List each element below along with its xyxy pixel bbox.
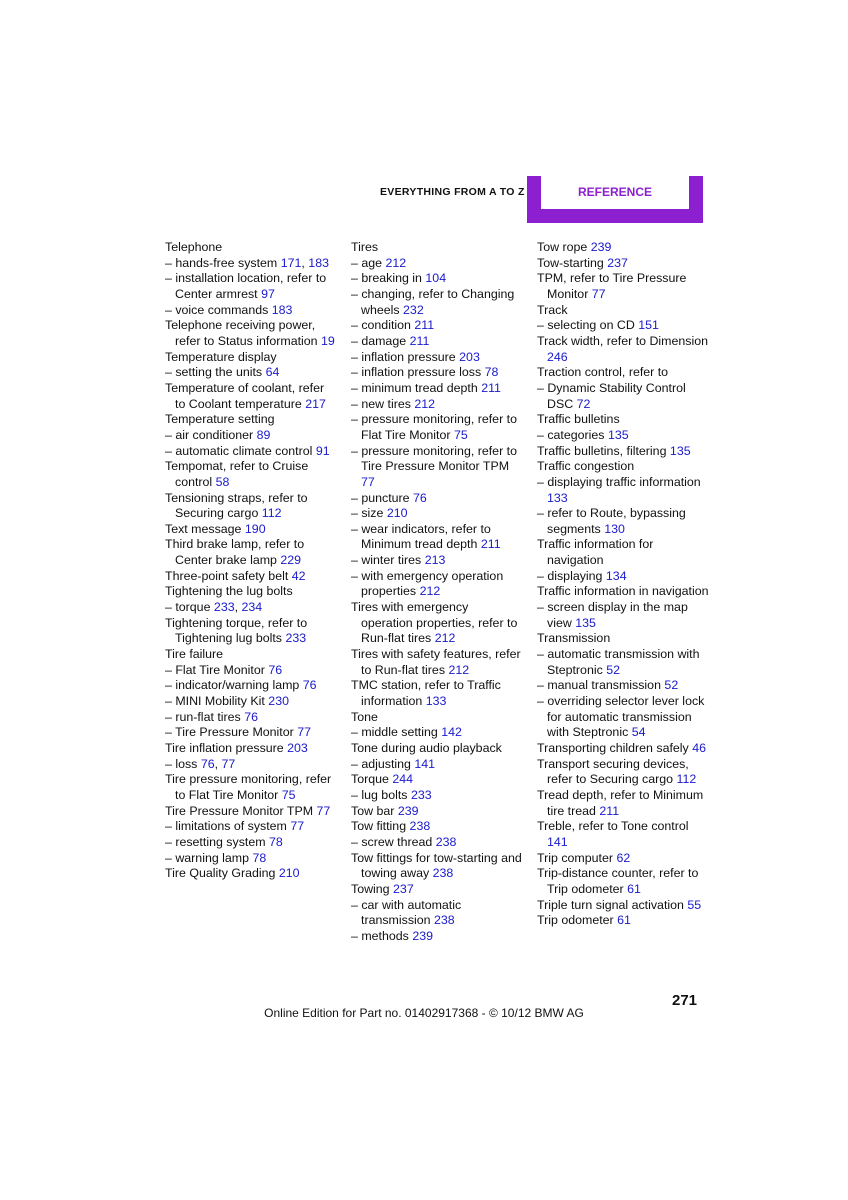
index-term: Traction control, refer to	[537, 365, 669, 380]
page-reference-link[interactable]: 233	[213, 600, 235, 615]
index-term: – torque	[165, 600, 211, 615]
page-reference-link[interactable]: 133	[547, 490, 568, 505]
index-term: Tempomat, refer to Cruise control	[165, 459, 309, 489]
index-entry	[537, 240, 709, 256]
index-term: Temperature setting	[165, 412, 275, 427]
page-reference-link[interactable]: 91	[315, 443, 330, 458]
index-term: – wear indicators, refer to Minimum tread depth	[351, 521, 491, 552]
page-reference-link[interactable]: 233	[410, 787, 432, 802]
page-reference-link[interactable]: 210	[278, 866, 300, 881]
index-term: Tow fittings for tow-starting and towing away	[351, 850, 522, 881]
index-term: – MINI Mobility Kit	[165, 694, 265, 709]
index-term: – loss	[165, 756, 198, 771]
page-reference-link[interactable]: 61	[627, 881, 641, 896]
page-reference-link[interactable]: 237	[607, 255, 628, 270]
index-entry	[537, 913, 709, 929]
page-reference-link[interactable]: 213	[424, 553, 446, 568]
index-term: – Dynamic Stability Control DSC	[537, 380, 686, 411]
index-entry	[351, 929, 523, 945]
page-reference-link[interactable]: 238	[435, 834, 457, 849]
page-reference-link[interactable]: 52	[606, 662, 621, 677]
index-entry	[351, 240, 523, 256]
index-entry	[537, 412, 709, 428]
index-term: Triple turn signal activation	[537, 897, 684, 912]
index-entry	[165, 835, 337, 851]
page-reference-link[interactable]: 104	[425, 271, 447, 286]
index-term: – categories	[537, 427, 605, 442]
index-term: Tow fitting	[351, 819, 407, 834]
index-term: – Tire Pressure Monitor	[165, 725, 294, 740]
page-reference-link[interactable]: 212	[385, 255, 407, 270]
index-term: Transporting children safely	[537, 741, 689, 755]
page-reference-link[interactable]: 244	[392, 772, 414, 787]
index-term: Telephone receiving power, refer to Status information	[165, 318, 318, 348]
index-entry	[351, 757, 523, 773]
page-reference-link[interactable]: 238	[409, 819, 431, 834]
page-reference-link[interactable]: 76	[244, 709, 258, 724]
index-entry	[165, 318, 337, 349]
index-term: – overriding selector lever lock for automatic transmission with Steptronic	[537, 694, 705, 740]
index-term: – voice commands	[165, 302, 269, 317]
page-reference-link[interactable]: 58	[215, 474, 230, 489]
page-reference-link[interactable]: 211	[480, 537, 501, 552]
page-reference-link[interactable]: 230	[268, 694, 289, 709]
index-entry	[165, 678, 337, 694]
index-entry	[537, 365, 709, 381]
index-term: Track	[537, 302, 568, 317]
index-term: – size	[351, 506, 384, 521]
index-term: Tire failure	[165, 647, 224, 662]
page-reference-link[interactable]: 203	[459, 349, 480, 364]
index-term: Tire Quality Grading	[165, 866, 276, 881]
page-reference-link[interactable]: 76	[268, 662, 283, 677]
index-entry	[537, 866, 709, 897]
index-entry	[537, 819, 709, 850]
page-reference-link[interactable]: 239	[397, 803, 419, 818]
index-term: Tightening the lug bolts	[165, 584, 293, 599]
index-entry	[351, 397, 523, 413]
index-entry	[351, 569, 523, 600]
index-term: Transport securing devices, refer to Securing cargo	[537, 756, 689, 787]
index-entry	[165, 694, 337, 710]
index-term: – resetting system	[165, 834, 266, 849]
index-term: – methods	[351, 928, 409, 943]
index-term: – adjusting	[351, 756, 411, 771]
index-entry	[165, 741, 337, 757]
page-reference-link[interactable]: 238	[432, 866, 454, 881]
page-reference-link[interactable]: 212	[434, 631, 456, 646]
page-reference-link[interactable]: 142	[441, 725, 462, 740]
index-term: Tire Pressure Monitor TPM	[165, 803, 314, 818]
index-term: – installation location, refer to Center armrest	[165, 271, 327, 301]
index-entry	[165, 584, 337, 600]
page-reference-link[interactable]: 77	[290, 819, 305, 834]
page-reference-link[interactable]: 77	[361, 474, 375, 489]
page-reference-link[interactable]: 232	[403, 302, 424, 317]
index-term: – run-flat tires	[165, 709, 241, 724]
page-reference-link[interactable]: 239	[412, 928, 433, 943]
index-term: Tires	[351, 240, 379, 254]
index-term: Tow rope	[537, 240, 588, 254]
index-term: Temperature display	[165, 349, 277, 364]
index-entry	[537, 757, 709, 788]
index-term: TPM, refer to Tire Pressure Monitor	[537, 271, 687, 301]
index-entry	[537, 694, 709, 741]
page-reference-link[interactable]: 141	[547, 834, 568, 849]
index-entry	[165, 412, 337, 428]
index-entry: – hands-free system 171, 183	[165, 255, 329, 270]
page-reference-link[interactable]: 76	[302, 678, 317, 693]
index-term: Trip odometer	[537, 913, 614, 928]
index-entry	[165, 725, 337, 741]
index-entry	[537, 381, 709, 412]
index-term: Temperature of coolant, refer to Coolant temperature	[165, 380, 325, 411]
index-term: – with emergency operation properties	[351, 568, 504, 599]
index-term: – displaying	[537, 568, 603, 583]
index-entry	[165, 491, 337, 522]
index-entry	[165, 569, 337, 585]
page-reference-link[interactable]: 246	[547, 349, 568, 364]
page-reference-link[interactable]: 78	[269, 834, 283, 849]
index-entry	[537, 788, 709, 819]
page-reference-link[interactable]: 211	[599, 803, 620, 818]
page-reference-link[interactable]: 237	[393, 881, 414, 896]
page-reference-link[interactable]: 77	[316, 803, 331, 818]
page-reference-link[interactable]: 212	[448, 662, 470, 677]
index-term: – warning lamp	[165, 850, 250, 865]
index-term: Tone	[351, 709, 378, 724]
index-entry	[537, 584, 709, 600]
index-entry	[165, 537, 337, 568]
index-term: – inflation pressure loss	[351, 365, 482, 380]
page-reference-link[interactable]: 212	[419, 584, 441, 599]
index-entry	[537, 537, 709, 568]
page-reference-link[interactable]: 229	[280, 553, 302, 568]
page-reference-link[interactable]: 239	[590, 240, 612, 254]
index-term: Towing	[351, 881, 390, 896]
index-entry	[351, 678, 523, 709]
index-entry	[537, 647, 709, 678]
index-term: – new tires	[351, 396, 411, 411]
index-entry	[351, 287, 523, 318]
page-reference-link[interactable]: 19	[321, 333, 335, 348]
index-term: – changing, refer to Changing wheels	[351, 286, 515, 317]
index-entry	[165, 365, 337, 381]
index-term: Trip-distance counter, refer to Trip odometer	[537, 866, 699, 896]
index-term: Traffic information in navigation	[537, 584, 709, 599]
index-term: – screw thread	[351, 834, 433, 849]
index-term: Treble, refer to Tone control	[537, 819, 689, 834]
index-entry	[165, 303, 337, 319]
page-reference-link[interactable]: 76	[200, 756, 215, 771]
index-term: – refer to Route, bypassing segments	[537, 506, 686, 536]
index-entry	[537, 898, 709, 914]
index-term: Tire pressure monitoring, refer to Flat Tire Monitor	[165, 772, 332, 802]
page-reference-link[interactable]: 130	[604, 521, 625, 536]
index-entry	[351, 412, 523, 443]
index-entry	[165, 428, 337, 444]
index-term: Tires with safety features, refer to Run-flat tires	[351, 647, 521, 677]
index-entry	[165, 522, 337, 538]
index-entry	[351, 381, 523, 397]
index-term: Torque	[351, 772, 389, 787]
index-entry	[351, 851, 523, 882]
page-reference-link[interactable]: 135	[575, 615, 596, 630]
index-entry	[165, 866, 337, 882]
page-reference-link[interactable]: 183	[271, 302, 293, 317]
page-reference-link[interactable]: 210	[386, 506, 408, 521]
index-term: – displaying traffic information	[537, 474, 701, 489]
index-entry	[537, 303, 709, 319]
index-term: Traffic bulletins, filtering	[537, 443, 667, 458]
index-term: Telephone	[165, 240, 223, 254]
index-entry	[537, 444, 709, 460]
page-reference-link[interactable]: 55	[687, 897, 702, 912]
index-entry	[165, 616, 337, 647]
page-reference-link[interactable]: 212	[414, 396, 436, 411]
page-reference-link[interactable]: 190	[244, 521, 266, 536]
index-entry	[537, 428, 709, 444]
index-entry	[537, 678, 709, 694]
index-entry	[351, 444, 523, 491]
index-entry	[351, 365, 523, 381]
index-term: – car with automatic transmission	[351, 897, 462, 928]
page-reference-link[interactable]: 77	[297, 725, 312, 740]
index-column-3	[537, 240, 709, 929]
index-term: – middle setting	[351, 725, 438, 740]
index-term: – hands-free system	[165, 255, 278, 270]
index-entry: – torque 233, 234	[165, 600, 263, 615]
page-reference-link[interactable]: 54	[631, 725, 646, 740]
section-title: EVERYTHING FROM A TO Z	[380, 186, 525, 198]
index-term: Transmission	[537, 631, 611, 646]
index-entry: – loss 76, 77	[165, 756, 236, 771]
index-entry	[537, 271, 709, 302]
page-reference-link[interactable]: 64	[265, 365, 280, 380]
page-reference-link[interactable]: 112	[261, 506, 282, 521]
index-entry	[351, 334, 523, 350]
index-entry	[351, 882, 523, 898]
page-reference-link[interactable]: 78	[484, 365, 499, 380]
index-term: Tone during audio playback	[351, 741, 502, 755]
index-term: – manual transmission	[537, 678, 661, 693]
index-term: – automatic transmission with Steptronic	[537, 647, 700, 677]
index-term: – breaking in	[351, 271, 422, 286]
index-entry	[351, 741, 523, 757]
index-term: – minimum tread depth	[351, 380, 478, 395]
index-term: Text message	[165, 521, 242, 536]
page-reference-link[interactable]: 211	[409, 333, 430, 348]
index-term: – damage	[351, 333, 407, 348]
index-term: Traffic congestion	[537, 459, 635, 474]
index-term: Tensioning straps, refer to Securing cargo	[165, 490, 308, 521]
index-entry	[165, 647, 337, 663]
page-reference-link[interactable]: 133	[425, 694, 447, 709]
page-reference-link[interactable]: 76	[413, 490, 427, 505]
index-entry	[165, 663, 337, 679]
page-reference-link[interactable]: 211	[414, 318, 435, 333]
index-entry	[165, 710, 337, 726]
index-entry	[165, 381, 337, 412]
index-term: – pressure monitoring, refer to Flat Tire Monitor	[351, 412, 517, 442]
index-term: Three-point safety belt	[165, 568, 289, 583]
index-entry	[351, 647, 523, 678]
page-number: 271	[672, 992, 698, 1009]
page-reference-link[interactable]: 89	[256, 427, 271, 442]
page-reference-link[interactable]: 62	[616, 850, 631, 865]
index-column-1	[165, 240, 337, 882]
page-reference-link[interactable]: 234	[241, 600, 263, 615]
index-entry	[537, 600, 709, 631]
index-column-2	[351, 240, 523, 945]
index-entry	[165, 271, 337, 302]
index-term: – winter tires	[351, 553, 422, 568]
page-reference-link[interactable]: 217	[305, 396, 326, 411]
page-reference-link[interactable]: 52	[664, 678, 679, 693]
page-reference-link[interactable]: 42	[291, 568, 306, 583]
index-entry	[351, 600, 523, 647]
page-reference-link[interactable]: 75	[453, 427, 468, 442]
index-term: Tire inflation pressure	[165, 741, 284, 755]
index-term: – condition	[351, 318, 411, 333]
index-term: – Flat Tire Monitor	[165, 662, 265, 677]
index-entry	[165, 350, 337, 366]
index-entry	[537, 741, 709, 757]
page-reference-link[interactable]: 77	[221, 756, 236, 771]
index-entry	[165, 804, 337, 820]
index-entry	[537, 318, 709, 334]
index-term: – selecting on CD	[537, 318, 635, 333]
index-term: – puncture	[351, 490, 410, 505]
page-reference-link[interactable]: 135	[607, 427, 629, 442]
index-entry	[165, 444, 337, 460]
page-reference-link[interactable]: 78	[252, 850, 267, 865]
index-term: Tightening torque, refer to Tightening lug bolts	[165, 615, 308, 646]
index-entry	[165, 772, 337, 803]
index-entry	[351, 350, 523, 366]
index-term: – age	[351, 255, 383, 270]
index-term: – pressure monitoring, refer to Tire Pressure Monitor TPM	[351, 443, 517, 474]
page-reference-link[interactable]: 135	[669, 443, 691, 458]
page-reference-link[interactable]: 72	[576, 396, 591, 411]
index-entry	[351, 835, 523, 851]
index-term: Traffic information for navigation	[537, 537, 654, 568]
page-reference-link[interactable]: 203	[287, 741, 308, 755]
index-entry	[537, 506, 709, 537]
index-entry	[351, 318, 523, 334]
index-entry	[351, 522, 523, 553]
page-reference-link[interactable]: 77	[591, 286, 606, 301]
index-entry	[537, 256, 709, 272]
index-term: TMC station, refer to Traffic information	[351, 678, 501, 709]
page-reference-link[interactable]: 171	[280, 255, 302, 270]
index-term: – screen display in the map view	[537, 600, 688, 630]
index-term: – lug bolts	[351, 787, 408, 802]
index-entry	[351, 725, 523, 741]
page-reference-link[interactable]: 233	[285, 631, 307, 646]
index-entry	[351, 772, 523, 788]
page-reference-link[interactable]: 97	[261, 286, 275, 301]
reference-tab-label: REFERENCE	[541, 176, 689, 209]
index-term: Tread depth, refer to Minimum tire tread	[537, 787, 704, 818]
index-entry	[351, 804, 523, 820]
index-entry	[165, 240, 337, 256]
index-entry	[165, 819, 337, 835]
index-term: – automatic climate control	[165, 443, 313, 458]
index-entry	[351, 898, 523, 929]
index-entry	[351, 819, 523, 835]
index-term: – indicator/warning lamp	[165, 678, 300, 693]
index-entry	[537, 569, 709, 585]
page-reference-link[interactable]: 46	[692, 741, 706, 755]
index-term: Traffic bulletins	[537, 412, 620, 427]
index-entry	[537, 334, 709, 365]
index-term: – inflation pressure	[351, 349, 456, 364]
index-term: Trip computer	[537, 850, 613, 865]
index-entry	[165, 459, 337, 490]
page-reference-link[interactable]: 61	[617, 913, 631, 928]
page-reference-link[interactable]: 151	[638, 318, 659, 333]
index-term: – limitations of system	[165, 819, 287, 834]
page-reference-link[interactable]: 238	[434, 913, 455, 928]
index-entry	[351, 710, 523, 726]
index-entry	[537, 851, 709, 867]
index-term: Track width, refer to Dimension	[537, 333, 709, 348]
index-entry	[351, 788, 523, 804]
index-entry	[537, 459, 709, 475]
index-term: Tires with emergency operation properties, refer to Run-flat tires	[351, 600, 518, 646]
index-entry	[351, 506, 523, 522]
index-term: Tow bar	[351, 803, 395, 818]
footer-edition-note: Online Edition for Part no. 01402917368 - © 10/12 BMW AG	[264, 1006, 584, 1020]
page-reference-link[interactable]: 141	[414, 756, 436, 771]
page-reference-link[interactable]: 183	[308, 255, 329, 270]
page-reference-link[interactable]: 75	[281, 787, 296, 802]
index-entry	[165, 851, 337, 867]
index-term: Third brake lamp, refer to Center brake lamp	[165, 537, 305, 568]
index-entry	[351, 491, 523, 507]
index-entry	[351, 553, 523, 569]
index-term: Tow-starting	[537, 255, 604, 270]
page-reference-link[interactable]: 134	[605, 568, 627, 583]
page-reference-link[interactable]: 211	[481, 380, 501, 395]
index-entry	[537, 475, 709, 506]
index-entry	[537, 631, 709, 647]
index-entry	[351, 271, 523, 287]
index-term: – air conditioner	[165, 427, 254, 442]
index-term: – setting the units	[165, 365, 263, 380]
page-reference-link[interactable]: 112	[676, 772, 697, 787]
index-entry	[351, 256, 523, 272]
